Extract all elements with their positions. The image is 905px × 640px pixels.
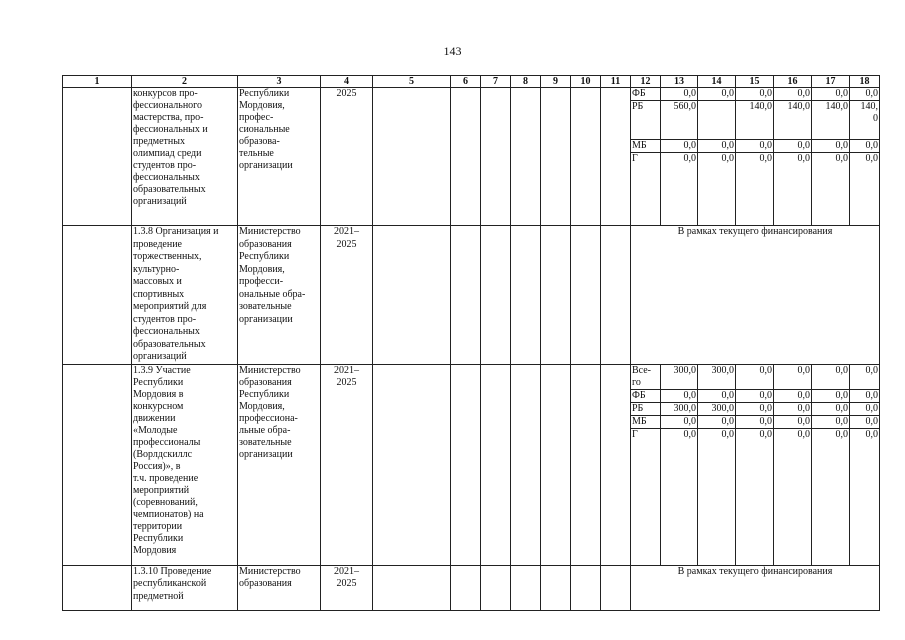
funding-source: Г xyxy=(631,428,661,565)
funding-value-col14: 0,0 xyxy=(698,428,736,565)
cell-col9 xyxy=(541,364,571,565)
cell-col6 xyxy=(451,226,481,365)
cell-col1 xyxy=(63,364,132,565)
cell-col10 xyxy=(571,364,601,565)
table-row xyxy=(63,565,880,610)
funding-source: ФБ xyxy=(631,88,661,101)
funding-value-col14: 0,0 xyxy=(698,415,736,428)
funding-value-col18: 140, 0 xyxy=(850,101,880,140)
header-row xyxy=(63,76,880,88)
header-cell-12: 12 xyxy=(631,76,661,88)
funding-value-col15: 0,0 xyxy=(736,428,774,565)
funding-source: Г xyxy=(631,153,661,226)
header-cell-8: 8 xyxy=(511,76,541,88)
funding-value-col15: 0,0 xyxy=(736,415,774,428)
cell-col11 xyxy=(601,226,631,365)
funding-value-col16: 0,0 xyxy=(774,428,812,565)
header-cell-11: 11 xyxy=(601,76,631,88)
responsible-executor: Республики Мордовия, профес- сиональные образова- тельные организации xyxy=(238,88,321,226)
header-cell-14: 14 xyxy=(698,76,736,88)
funding-note: В рамках текущего финансирования xyxy=(631,226,880,365)
funding-value-col16: 0,0 xyxy=(774,140,812,153)
funding-value-col15: 140,0 xyxy=(736,101,774,140)
header-cell-2: 2 xyxy=(132,76,238,88)
funding-value-col17: 140,0 xyxy=(812,101,850,140)
header-cell-1: 1 xyxy=(63,76,132,88)
cell-col5 xyxy=(373,226,451,365)
cell-col9 xyxy=(541,565,571,610)
funding-value-col17: 0,0 xyxy=(812,402,850,415)
funding-value-col16: 0,0 xyxy=(774,402,812,415)
cell-col5 xyxy=(373,88,451,226)
cell-col5 xyxy=(373,364,451,565)
funding-value-col18: 0,0 xyxy=(850,389,880,402)
cell-col7 xyxy=(481,226,511,365)
implementation-years: 2025 xyxy=(321,88,373,226)
header-cell-7: 7 xyxy=(481,76,511,88)
funding-source: МБ xyxy=(631,140,661,153)
cell-col1 xyxy=(63,565,132,610)
cell-col6 xyxy=(451,88,481,226)
funding-value-col15: 0,0 xyxy=(736,140,774,153)
funding-value-col13: 0,0 xyxy=(661,389,698,402)
funding-value-col18: 0,0 xyxy=(850,428,880,565)
funding-value-col13: 0,0 xyxy=(661,415,698,428)
funding-value-col13: 0,0 xyxy=(661,153,698,226)
funding-value-col17: 0,0 xyxy=(812,415,850,428)
cell-col11 xyxy=(601,565,631,610)
funding-value-col18: 0,0 xyxy=(850,153,880,226)
funding-value-col13: 0,0 xyxy=(661,428,698,565)
cell-col10 xyxy=(571,565,601,610)
funding-value-col18: 0,0 xyxy=(850,364,880,389)
funding-value-col13: 560,0 xyxy=(661,101,698,140)
responsible-executor: Министерство образования Республики Мордовия, професси- ональные обра- зовательные организации xyxy=(238,226,321,365)
funding-value-col18: 0,0 xyxy=(850,402,880,415)
table-row xyxy=(63,88,880,101)
cell-col7 xyxy=(481,88,511,226)
header-cell-6: 6 xyxy=(451,76,481,88)
funding-value-col14: 0,0 xyxy=(698,140,736,153)
funding-source: РБ xyxy=(631,101,661,140)
cell-col11 xyxy=(601,364,631,565)
implementation-years: 2021– 2025 xyxy=(321,565,373,610)
funding-value-col14: 0,0 xyxy=(698,153,736,226)
funding-value-col15: 0,0 xyxy=(736,88,774,101)
cell-col11 xyxy=(601,88,631,226)
cell-col9 xyxy=(541,226,571,365)
funding-value-col17: 0,0 xyxy=(812,88,850,101)
funding-value-col17: 0,0 xyxy=(812,389,850,402)
cell-col10 xyxy=(571,226,601,365)
cell-col1 xyxy=(63,88,132,226)
header-cell-17: 17 xyxy=(812,76,850,88)
funding-note: В рамках текущего финансирования xyxy=(631,565,880,610)
header-cell-18: 18 xyxy=(850,76,880,88)
responsible-executor: Министерство образования Республики Мордовия, профессиона- льные обра- зовательные организации xyxy=(238,364,321,565)
funding-value-col14: 0,0 xyxy=(698,88,736,101)
funding-value-col16: 0,0 xyxy=(774,415,812,428)
table-row xyxy=(63,364,880,389)
funding-source: РБ xyxy=(631,402,661,415)
page-number: 143 xyxy=(443,44,462,58)
funding-value-col16: 0,0 xyxy=(774,364,812,389)
funding-value-col13: 300,0 xyxy=(661,364,698,389)
cell-col6 xyxy=(451,364,481,565)
funding-value-col15: 0,0 xyxy=(736,389,774,402)
cell-col9 xyxy=(541,88,571,226)
funding-value-col18: 0,0 xyxy=(850,140,880,153)
funding-value-col17: 0,0 xyxy=(812,153,850,226)
funding-value-col17: 0,0 xyxy=(812,364,850,389)
activity-description: 1.3.10 Проведение республиканской предметной xyxy=(132,565,238,610)
funding-value-col16: 140,0 xyxy=(774,101,812,140)
funding-value-col14 xyxy=(698,101,736,140)
implementation-years: 2021– 2025 xyxy=(321,226,373,365)
funding-value-col14: 0,0 xyxy=(698,389,736,402)
funding-value-col15: 0,0 xyxy=(736,364,774,389)
table-row xyxy=(63,226,880,365)
cell-col8 xyxy=(511,88,541,226)
funding-source: ФБ xyxy=(631,389,661,402)
funding-value-col16: 0,0 xyxy=(774,389,812,402)
activity-description: конкурсов про- фессионального мастерства, про- фессиональных и предметных олимпиад среди студентов про- фессиональных образовательных организаций xyxy=(132,88,238,226)
funding-value-col18: 0,0 xyxy=(850,88,880,101)
header-cell-5: 5 xyxy=(373,76,451,88)
header-cell-4: 4 xyxy=(321,76,373,88)
funding-source: Все- го xyxy=(631,364,661,389)
cell-col8 xyxy=(511,226,541,365)
activity-description: 1.3.8 Организация и проведение торжественных, культурно- массовых и спортивных мероприятий для студентов про- фессиональных образовательных организаций xyxy=(132,226,238,365)
funding-value-col14: 300,0 xyxy=(698,364,736,389)
header-cell-16: 16 xyxy=(774,76,812,88)
funding-value-col15: 0,0 xyxy=(736,402,774,415)
header-cell-3: 3 xyxy=(238,76,321,88)
activity-description: 1.3.9 Участие Республики Мордовия в конкурсном движении «Молодые профессионалы (Ворлдскиллс Россия)», в т.ч. проведение мероприятий (соревнований, чемпионатов) на территории Республики Мордовия xyxy=(132,364,238,565)
header-cell-10: 10 xyxy=(571,76,601,88)
funding-value-col13: 0,0 xyxy=(661,140,698,153)
funding-value-col18: 0,0 xyxy=(850,415,880,428)
funding-value-col15: 0,0 xyxy=(736,153,774,226)
funding-source: МБ xyxy=(631,415,661,428)
funding-value-col14: 300,0 xyxy=(698,402,736,415)
cell-col7 xyxy=(481,364,511,565)
responsible-executor: Министерство образования xyxy=(238,565,321,610)
funding-value-col13: 300,0 xyxy=(661,402,698,415)
cell-col10 xyxy=(571,88,601,226)
header-cell-15: 15 xyxy=(736,76,774,88)
cell-col1 xyxy=(63,226,132,365)
implementation-years: 2021– 2025 xyxy=(321,364,373,565)
program-activities-table xyxy=(62,75,880,611)
header-cell-13: 13 xyxy=(661,76,698,88)
funding-value-col16: 0,0 xyxy=(774,153,812,226)
funding-value-col17: 0,0 xyxy=(812,428,850,565)
cell-col7 xyxy=(481,565,511,610)
cell-col8 xyxy=(511,565,541,610)
funding-value-col16: 0,0 xyxy=(774,88,812,101)
cell-col8 xyxy=(511,364,541,565)
header-cell-9: 9 xyxy=(541,76,571,88)
funding-value-col17: 0,0 xyxy=(812,140,850,153)
funding-value-col13: 0,0 xyxy=(661,88,698,101)
cell-col5 xyxy=(373,565,451,610)
cell-col6 xyxy=(451,565,481,610)
